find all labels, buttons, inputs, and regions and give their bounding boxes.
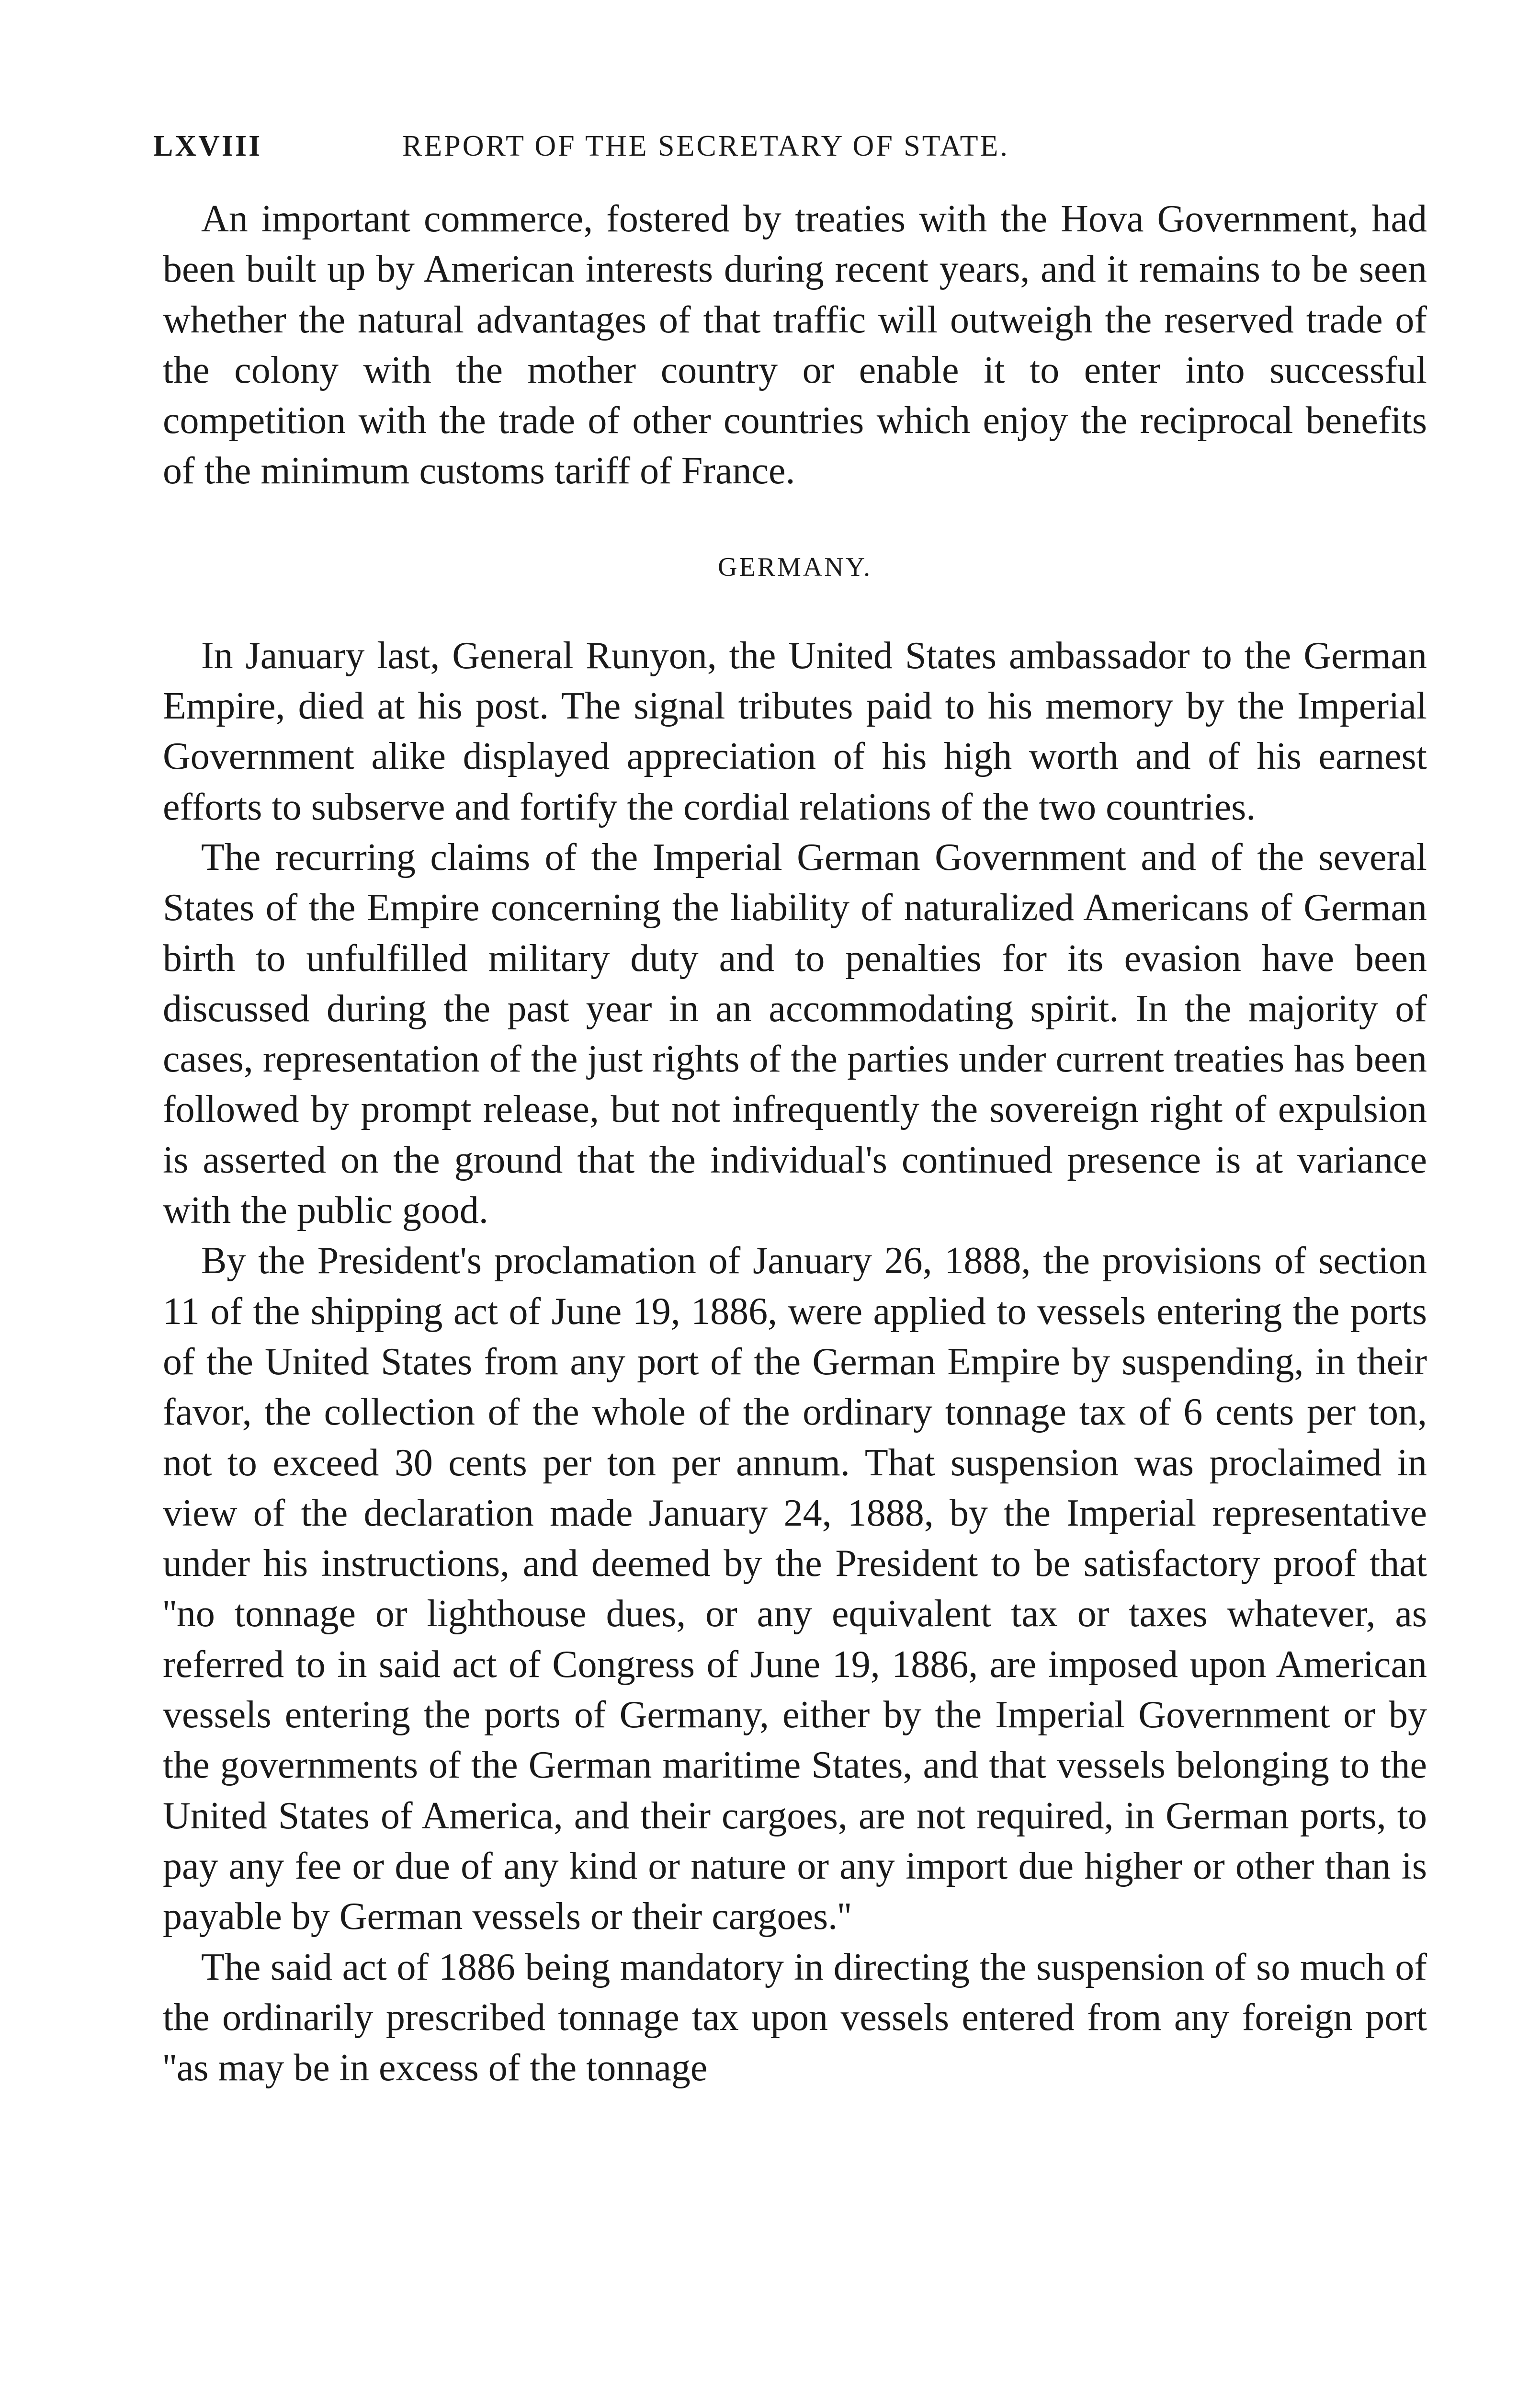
running-title: REPORT OF THE SECRETARY OF STATE. [402, 130, 1009, 162]
body-text [163, 194, 1427, 2093]
paragraph-madagascar-commerce: An important commerce, fostered by treaties with the Hova Government, had been built up by American interests during recent years, and it remains to be seen whether the natural advantages of that traffic will outweigh the reserved trade of the colony with the mother country or enable it to enter into successful competition with the trade of other countries which enjoy the reciprocal benefits of the minimum customs tariff of France. [163, 198, 1427, 492]
paragraph-act-1886: The said act of 1886 being mandatory in directing the suspension of so much of the ordinarily prescribed tonnage tax upon vessels entered from any foreign port ''as may be in excess of the tonnage [163, 1946, 1427, 2089]
paragraph-military-duty: The recurring claims of the Imperial German Government and of the several States of the Empire concerning the liability of naturalized Americans of German birth to unfulfilled military duty and to penalties for its evasion have been discussed during the past year in an accommodating spirit. In the majority of cases, representation of the just rights of the parties under current treaties has been followed by prompt release, but not infrequently the sovereign right of expulsion is asserted on the ground that the individual's continued presence is at variance with the public good. [163, 836, 1427, 1232]
section-heading-germany: GERMANY. [718, 552, 872, 582]
paragraph-runyon: In January last, General Runyon, the United States ambassador to the German Empire, died at his post. The signal tributes paid to his memory by the Imperial Government alike displayed appreciation of his high worth and of his earnest efforts to subserve and fortify the cordial relations of the two countries. [163, 634, 1427, 828]
paragraph-proclamation: By the President's proclamation of January 26, 1888, the provisions of section 11 of the shipping act of June 19, 1886, were applied to vessels entering the ports of the United States from any port of the German Empire by suspending, in their favor, the collection of the whole of the ordinary tonnage tax of 6 cents per ton, not to exceed 30 cents per ton per annum. That suspension was proclaimed in view of the declaration made January 24, 1888, by the Imperial representative under his instructions, and deemed by the President to be satisfactory proof that ''no tonnage or lighthouse dues, or any equivalent tax or taxes whatever, as referred to in said act of Congress of June 19, 1886, are imposed upon American vessels entering the ports of Germany, either by the Imperial Government or by the governments of the German maritime States, and that vessels belonging to the United States of America, and their cargoes, are not required, in German ports, to pay any fee or due of any kind or nature or any import due higher or other than is payable by German vessels or their cargoes.'' [163, 1240, 1427, 1938]
page-number: LXVIII [153, 130, 262, 162]
running-head [153, 129, 1446, 177]
